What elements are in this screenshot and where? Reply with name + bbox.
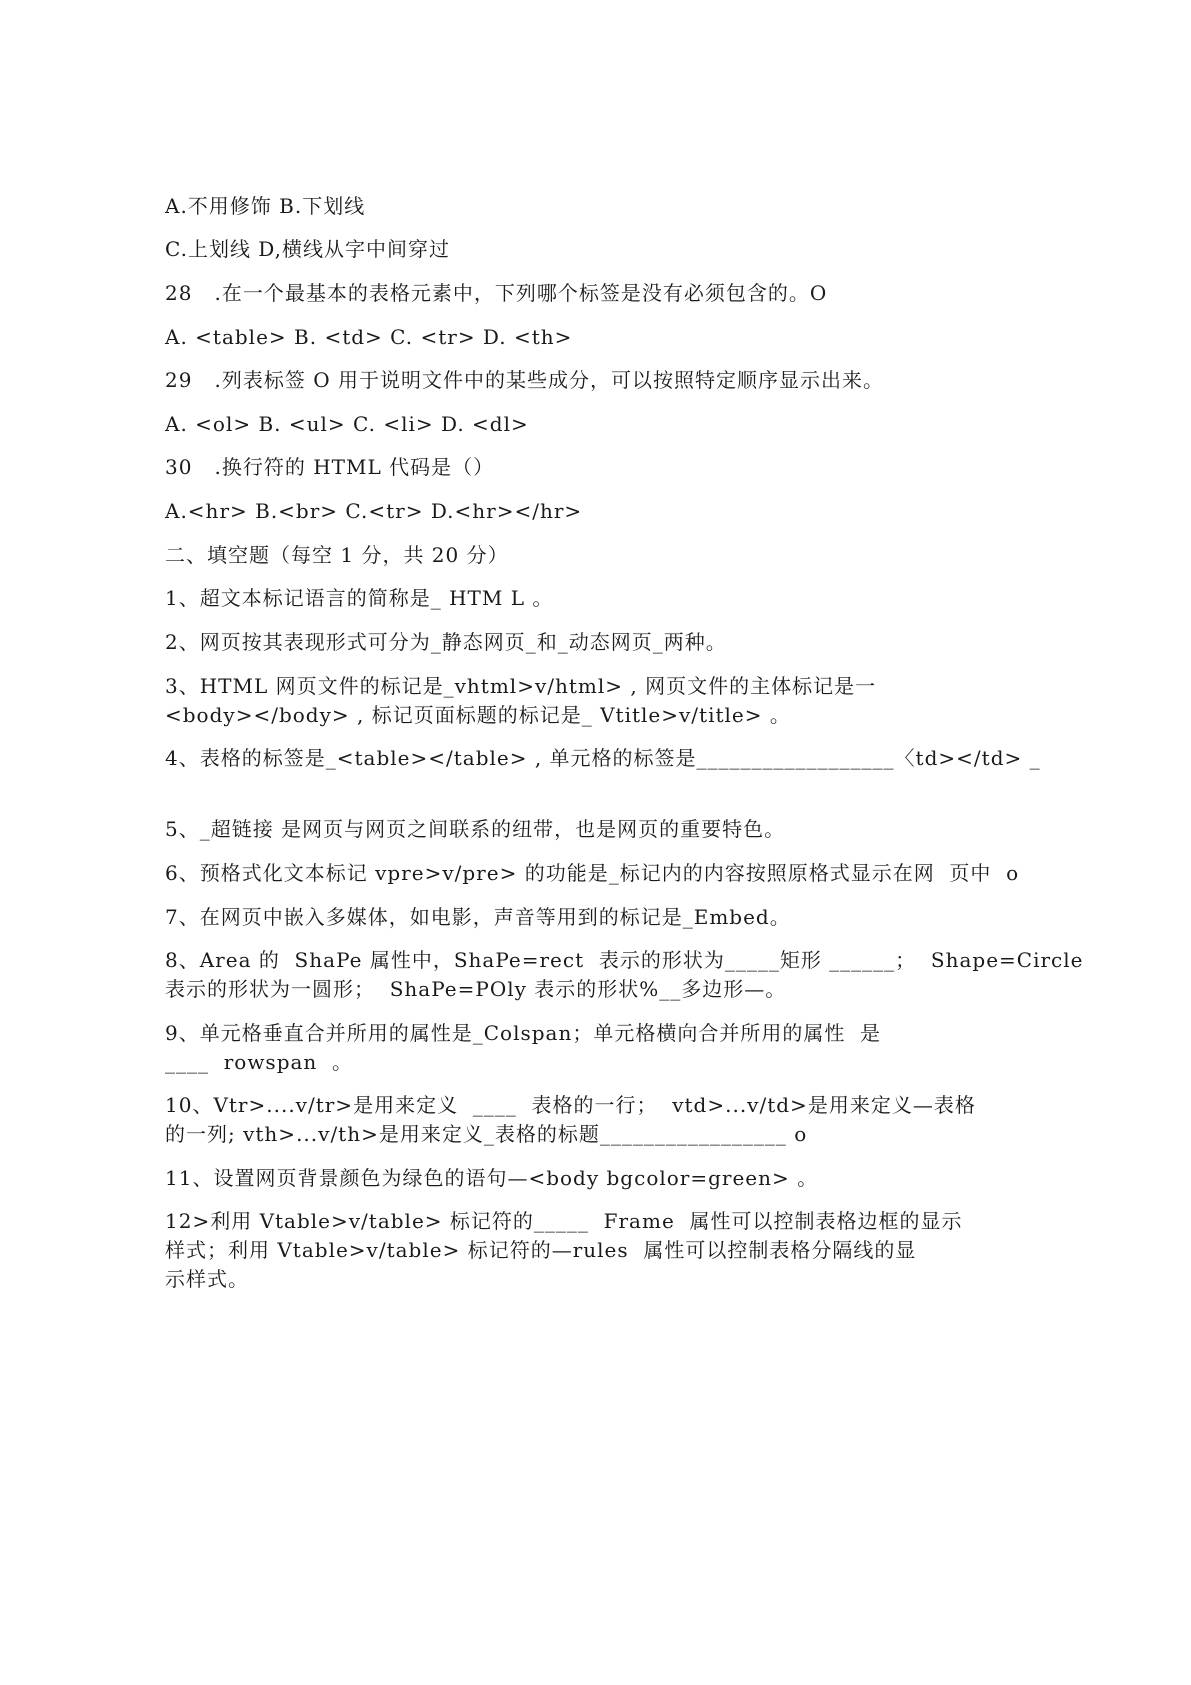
fill-in-10-line-1: 10、Vtr>....v/tr>是用来定义 ____ 表格的一行； vtd>...v/td>是用来定义—表格 bbox=[165, 1093, 976, 1117]
fill-in-10-line-2: 的一列; vth>...v/th>是用来定义_表格的标题_________________ o bbox=[165, 1122, 808, 1146]
fill-in-1: 1、超文本标记语言的简称是_ HTM L 。 bbox=[165, 586, 554, 610]
fill-in-4: 4、表格的标签是_<table></table> , 单元格的标签是__________________〈td></td> _ bbox=[165, 746, 1041, 770]
fill-in-8-line-1: 8、Area 的 ShaPe 属性中，ShaPe=rect 表示的形状为_____矩形 ______； Shape=Circle bbox=[165, 948, 1084, 972]
fill-in-9-line-2: ____ rowspan 。 bbox=[165, 1050, 354, 1074]
fill-in-2: 2、网页按其表现形式可分为_静态网页_和_动态网页_两种。 bbox=[165, 630, 727, 654]
question-29: 29 .列表标签 O 用于说明文件中的某些成分，可以按照特定顺序显示出来。 bbox=[165, 368, 884, 392]
fill-in-12-line-1: 12>利用 Vtable>v/table> 标记符的_____ Frame 属性可以控制表格边框的显示 bbox=[165, 1209, 963, 1233]
question-30: 30 .换行符的 HTML 代码是（） bbox=[165, 455, 495, 479]
fill-in-8-line-2: 表示的形状为一圆形； ShaPe=POly 表示的形状%__多边形—。 bbox=[165, 977, 787, 1001]
fill-in-6: 6、预格式化文本标记 vpre>v/pre> 的功能是_标记内的内容按照原格式显示在网 页中 o bbox=[165, 861, 1020, 885]
option-line-a-b: A.不用修饰 B.下划线 bbox=[165, 194, 366, 218]
fill-in-3-line-2: <body></body> , 标记页面标题的标记是_ Vtitle>v/title> 。 bbox=[165, 703, 791, 727]
question-30-options: A.<hr> B.<br> C.<tr> D.<hr></hr> bbox=[165, 499, 583, 523]
question-28-options: A. <table> B. <td> C. <tr> D. <th> bbox=[165, 325, 573, 349]
fill-in-7: 7、在网页中嵌入多媒体，如电影，声音等用到的标记是_Embed。 bbox=[165, 905, 791, 929]
fill-in-11: 11、设置网页背景颜色为绿色的语句—<body bgcolor=green> 。 bbox=[165, 1166, 819, 1190]
fill-in-12-line-2: 样式；利用 Vtable>v/table> 标记符的—rules 属性可以控制表格分隔线的显 bbox=[165, 1238, 917, 1262]
fill-in-3-line-1: 3、HTML 网页文件的标记是_vhtml>v/html> , 网页文件的主体标记是一 bbox=[165, 674, 877, 698]
fill-in-5: 5、_超链接 是网页与网页之间联系的纽带，也是网页的重要特色。 bbox=[165, 817, 786, 841]
section-heading-fill-in: 二、填空题（每空 1 分，共 20 分） bbox=[165, 543, 509, 567]
fill-in-12-line-3: 示样式。 bbox=[165, 1267, 249, 1291]
question-28: 28 .在一个最基本的表格元素中，下列哪个标签是没有必须包含的。O bbox=[165, 281, 828, 305]
fill-in-9-line-1: 9、单元格垂直合并所用的属性是_Colspan；单元格横向合并所用的属性 是 bbox=[165, 1021, 882, 1045]
question-29-options: A. <ol> B. <ul> C. <li> D. <dl> bbox=[165, 412, 529, 436]
option-line-c-d: C.上划线 D,横线从字中间穿过 bbox=[165, 237, 450, 261]
